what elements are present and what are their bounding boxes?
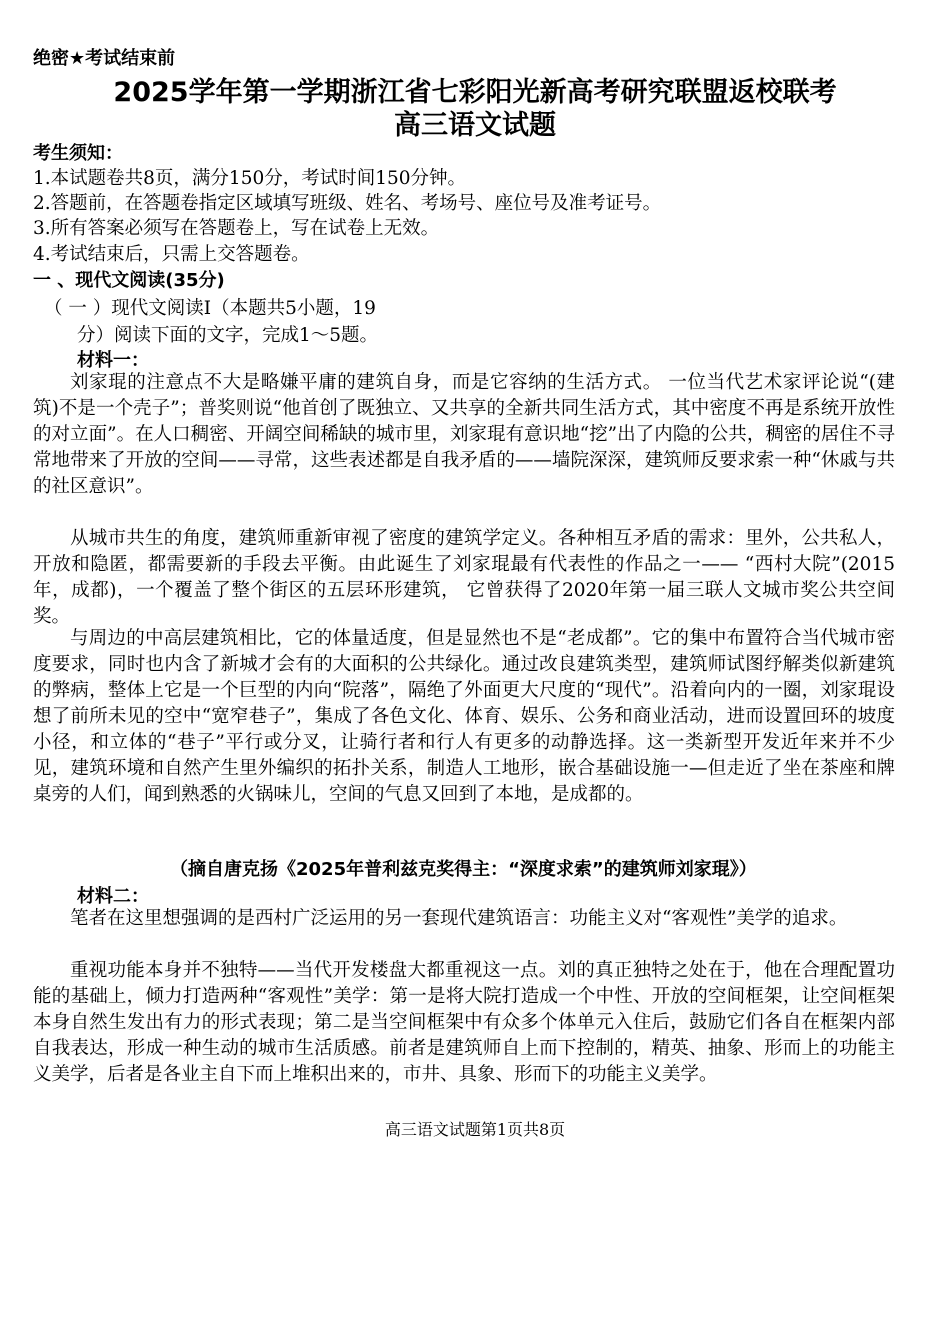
notice-heading: 考生须知：	[33, 143, 123, 164]
exam-subtitle: 高三语文试题	[394, 110, 556, 141]
material-label: 材料二：	[77, 886, 149, 907]
material-label: 材料一：	[77, 350, 149, 371]
notice-item: 4.考试结束后，只需上交答题卷。	[33, 244, 310, 265]
subsection-heading: （ 一 ）现代文阅读Ⅰ（本题共5小题，19	[44, 298, 376, 319]
subsection-heading-continued: 分）阅读下面的文字，完成1～5题。	[77, 325, 379, 346]
page-footer: 高三语文试题第1页共8页	[384, 1120, 566, 1139]
paragraph: 笔者在这里想强调的是西村广泛运用的另一套现代建筑语言：功能主义对“客观性”美学的追求。	[70, 908, 848, 929]
notice-item: 3.所有答案必须写在答题卷上，写在试卷上无效。	[33, 218, 440, 239]
paragraph: 从城市共生的角度，建筑师重新审视了密度的建筑学定义。各种相互矛盾的需求：里外，公共私人，开放和隐匿，都需要新的手段去平衡。由此诞生了刘家琨最有代表性的作品之一—— “西村大院”(2015年，成都)，一个覆盖了整个街区的五层环形建筑， 它曾获得了2020年第一届三联人文城市奖公共空间奖。	[33, 528, 895, 627]
notice-item: 2.答题前，在答题卷指定区域填写班级、姓名、考场号、座位号及准考证号。	[33, 193, 662, 214]
section-heading: 一 、现代文阅读(35分)	[33, 270, 225, 291]
confidential-mark: 绝密★考试结束前	[33, 48, 176, 69]
exam-title: 2025学年第一学期浙江省七彩阳光新高考研究联盟返校联考	[113, 77, 837, 108]
notice-item: 1.本试题卷共8页，满分150分，考试时间150分钟。	[33, 168, 467, 189]
paragraph: 刘家琨的注意点不大是略嫌平庸的建筑自身，而是它容纳的生活方式。 一位当代艺术家评论说“(建筑)不是一个壳子”；普奖则说“他首创了既独立、又共享的全新共同生活方式，其中密度不再是系统开放性的对立面”。在人口稠密、开阔空间稀缺的城市里，刘家琨有意识地“挖”出了内隐的公共，稠密的居住不寻常地带来了开放的空间——寻常，这些表述都是自我矛盾的——墙院深深，建筑师反要求索一种“休戚与共的社区意识”。	[33, 372, 895, 497]
paragraph: 重视功能本身并不独特——当代开发楼盘大都重视这一点。刘的真正独特之处在于，他在合理配置功能的基础上，倾力打造两种“客观性”美学：第一是将大院打造成一个中性、开放的空间框架，让空间框架本身自然生发出有力的形式表现；第二是当空间框架中有众多个体单元入住后，鼓励它们各自在框架内部自我表达，形成一种生动的城市生活质感。前者是建筑师自上而下控制的，精英、抽象、形而上的功能主义美学，后者是各业主自下而上堆积出来的，市井、具象、形而下的功能主义美学。	[33, 960, 895, 1085]
paragraph: 与周边的中高层建筑相比，它的体量适度，但是显然也不是“老成都”。它的集中布置符合当代城市密度要求，同时也内含了新城才会有的大面积的公共绿化。通过改良建筑类型，建筑师试图纾解类似新建筑的弊病，整体上它是一个巨型的内向“院落”，隔绝了外面更大尺度的“现代”。沿着向内的一圈，刘家琨设想了前所未见的空中“宽窄巷子”，集成了各色文化、体育、娱乐、公务和商业活动，进而设置回环的坡度小径，和立体的“巷子”平行或分叉，让骑行者和行人有更多的动静选择。这一类新型开发近年来并不少见，建筑环境和自然产生里外编织的拓扑关系，制造人工地形，嵌合基础设施一—但走近了坐在茶座和牌桌旁的人们，闻到熟悉的火锅味儿，空间的气息又回到了本地，是成都的。	[33, 628, 895, 805]
source-citation: （摘自唐克扬《2025年普利兹克奖得主：“深度求索”的建筑师刘家琨》）	[170, 859, 757, 880]
